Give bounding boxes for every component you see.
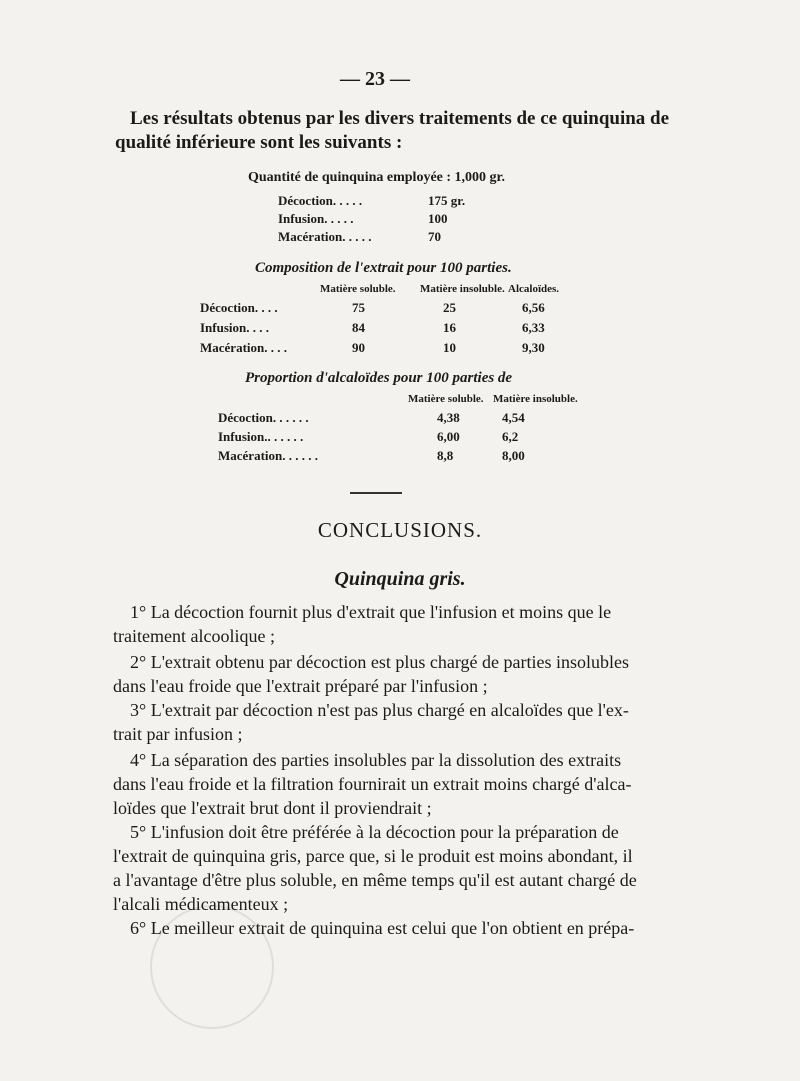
body-line: l'extrait de quinquina gris, parce que, si le produit est moins abondant, il [113,846,633,866]
composition-cell: 6,56 [522,300,545,315]
body-line: loïdes que l'extrait brut dont il proviendrait ; [113,798,432,818]
body-line: a l'avantage d'être plus soluble, en même temps qu'il est autant chargé de [113,870,637,890]
proportion-cell: 4,54 [502,410,525,425]
conclusions-heading: CONCLUSIONS. [317,518,483,542]
intro-line-1: Les résultats obtenus par les divers traitements de ce quinquina de [130,108,670,129]
quantity-row-label: Infusion. . . . . [278,211,354,226]
proportion-cell: 8,8 [437,448,454,463]
composition-title: Composition de l'extrait pour 100 parties. [255,260,512,276]
composition-cell: 9,30 [522,340,545,355]
composition-cell: 90 [352,340,365,355]
body-line: 2° L'extrait obtenu par décoction est plus chargé de parties insolubles [130,652,629,672]
body-line: dans l'eau froide et la filtration fournirait un extrait moins chargé d'alca- [113,774,632,794]
composition-row-label: Infusion. . . . [200,320,269,335]
quantity-row-value: 70 [428,229,441,244]
section-subheading: Quinquina gris. [334,568,466,590]
page-number: — 23 — [340,68,410,90]
proportion-row-label: Décoction. . . . . . [218,410,309,425]
body-line: 6° Le meilleur extrait de quinquina est celui que l'on obtient en prépa- [130,918,635,938]
proportion-cell: 4,38 [437,410,460,425]
body-line: 4° La séparation des parties insolubles par la dissolution des extraits [130,750,622,770]
composition-header: Matière insoluble. [420,283,505,295]
quantity-title: Quantité de quinquina employée : 1,000 gr. [248,170,505,185]
intro-line-2: qualité inférieure sont les suivants : [115,132,403,153]
composition-cell: 25 [443,300,456,315]
composition-header: Matière soluble. [320,283,396,295]
body-line: 3° L'extrait par décoction n'est pas plus chargé en alcaloïdes que l'ex- [130,700,629,720]
composition-cell: 6,33 [522,320,545,335]
proportion-row-label: Infusion.. . . . . . [218,429,304,444]
proportion-row-label: Macération. . . . . . [218,448,319,463]
body-line: l'alcali médicamenteux ; [113,894,289,914]
body-line: dans l'eau froide que l'extrait préparé par l'infusion ; [113,676,488,696]
proportion-cell: 6,00 [437,429,460,444]
quantity-row-value: 100 [428,211,448,226]
composition-header: Alcaloïdes. [508,283,560,295]
section-divider [350,492,402,494]
quantity-row-label: Décoction. . . . . [278,193,363,208]
composition-cell: 10 [443,340,456,355]
body-line: 5° L'infusion doit être préférée à la décoction pour la préparation de [130,822,619,842]
proportion-cell: 6,2 [502,429,519,444]
proportion-header: Matière soluble. [408,393,484,405]
composition-cell: 75 [352,300,365,315]
proportion-title: Proportion d'alcaloïdes pour 100 parties de [245,370,513,386]
quantity-row-value: 175 gr. [428,193,466,208]
composition-row-label: Décoction. . . . [200,300,278,315]
composition-cell: 84 [352,320,365,335]
composition-row-label: Macération. . . . [200,340,288,355]
composition-cell: 16 [443,320,456,335]
body-line: 1° La décoction fournit plus d'extrait que l'infusion et moins que le [130,602,612,622]
body-line: traitement alcoolique ; [113,626,275,646]
body-line: trait par infusion ; [113,724,243,744]
proportion-cell: 8,00 [502,448,525,463]
quantity-row-label: Macération. . . . . [278,229,372,244]
proportion-header: Matière insoluble. [493,393,578,405]
